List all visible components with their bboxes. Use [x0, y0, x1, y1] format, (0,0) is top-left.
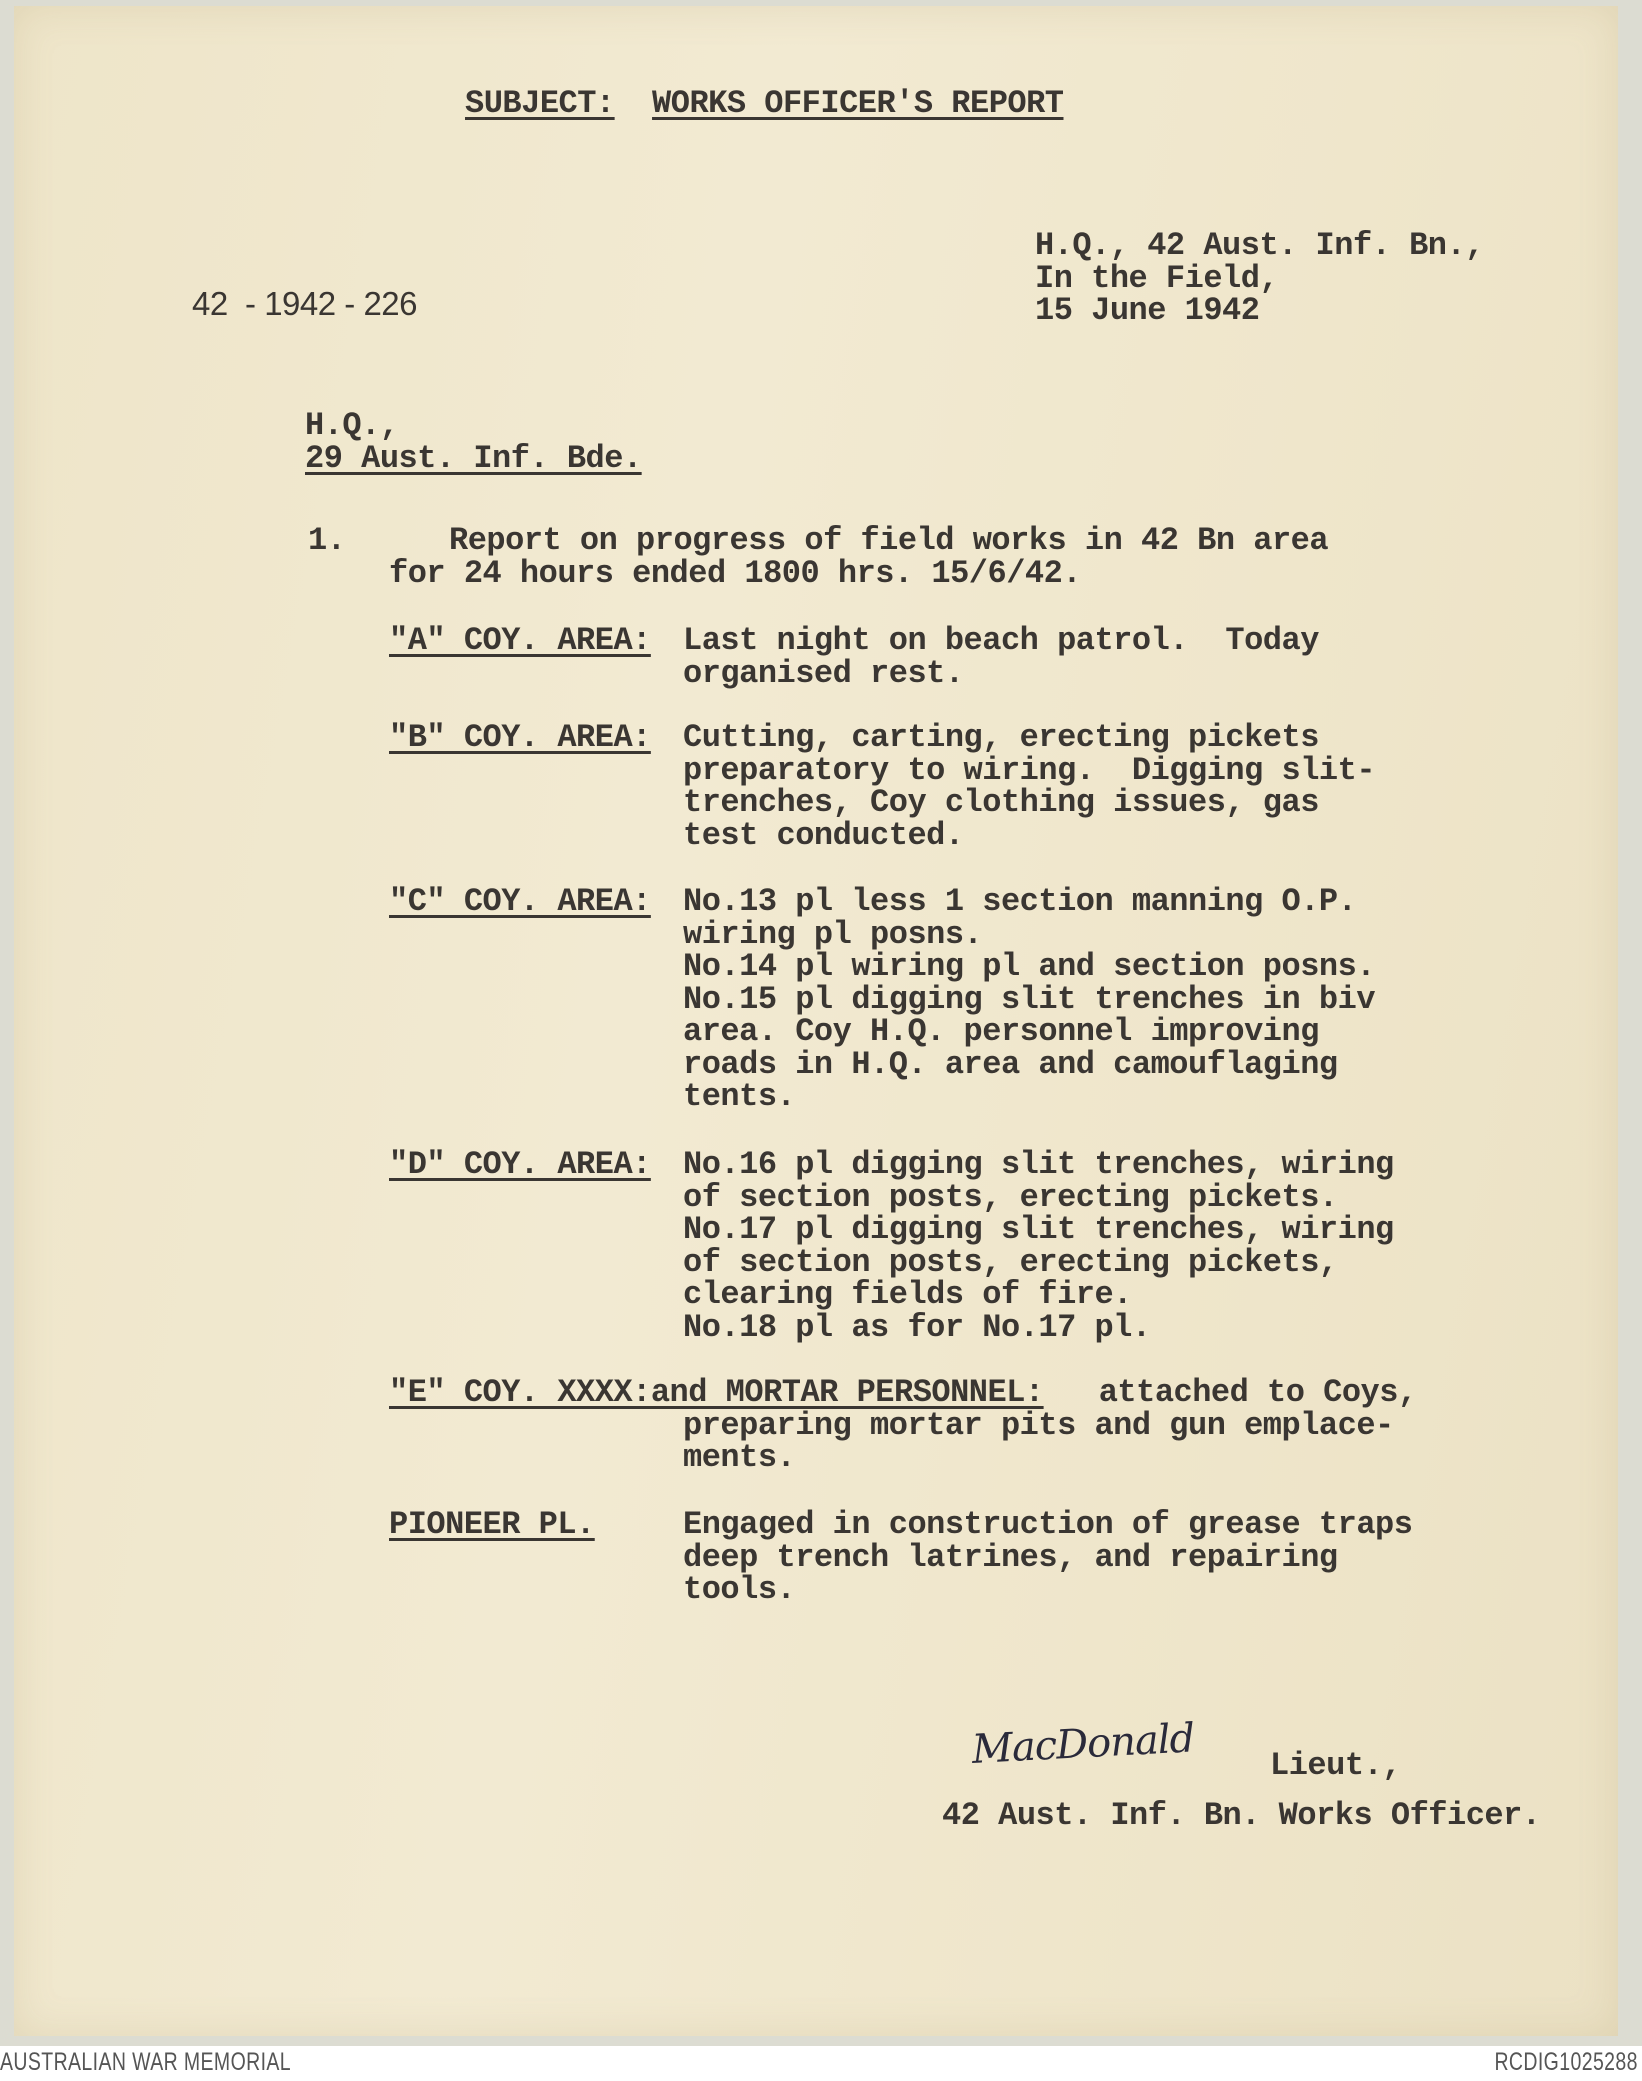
area-description-line: No.15 pl digging slit trenches in biv — [683, 980, 1376, 1018]
subject-line — [465, 85, 1064, 122]
area-description-line: Engaged in construction of grease traps — [683, 1506, 1413, 1543]
paragraph-line: Report on progress of field works in 42 Bn area — [449, 522, 1329, 559]
sender-address-line: H.Q., 42 Aust. Inf. Bn., — [1035, 227, 1484, 264]
reference-number: 42 - 1942 - 226 — [192, 285, 417, 322]
area-description-line: preparatory to wiring. Digging slit- — [683, 751, 1376, 789]
area-description-line: Last night on beach patrol. Today — [683, 622, 1319, 659]
area-description-line: trenches, Coy clothing issues, gas — [683, 784, 1319, 821]
subject-title: WORKS OFFICER'S REPORT — [652, 85, 1064, 122]
signature-rank: Lieut., — [1270, 1747, 1401, 1784]
area-description-line: wiring pl posns. — [683, 915, 983, 953]
area-description-line: of section posts, erecting pickets, — [683, 1243, 1338, 1281]
area-label: "B" COY. AREA: — [389, 719, 651, 756]
area-description-line: area. Coy H.Q. personnel improving — [683, 1013, 1319, 1050]
area-description-line: tools. — [683, 1571, 796, 1608]
area-description-line: test conducted. — [683, 816, 964, 854]
area-description-line: Cutting, carting, erecting pickets — [683, 719, 1319, 756]
paragraph-line: for 24 hours ended 1800 hrs. 15/6/42. — [389, 555, 1082, 592]
area-label: "A" COY. AREA: — [389, 622, 651, 659]
area-label: "E" COY. XXXX:and MORTAR PERSONNEL: — [389, 1374, 1044, 1411]
footer-archive-name: AUSTRALIAN WAR MEMORIAL — [0, 2048, 292, 2076]
area-description-line: No.18 pl as for No.17 pl. — [683, 1308, 1151, 1346]
area-description-line: attached to Coys, — [1080, 1374, 1417, 1411]
area-label: "D" COY. AREA: — [389, 1146, 651, 1183]
area-description-line: No.17 pl digging slit trenches, wiring — [683, 1211, 1394, 1248]
recipient-address — [305, 407, 642, 477]
area-description-line: of section posts, erecting pickets. — [683, 1178, 1338, 1216]
area-description-line: No.16 pl digging slit trenches, wiring — [683, 1146, 1394, 1183]
area-label: "C" COY. AREA: — [389, 883, 651, 920]
area-description-line: organised rest. — [683, 654, 964, 692]
sender-address-line: In the Field, — [1035, 259, 1279, 297]
area-description-line: roads in H.Q. area and camouflaging — [683, 1045, 1338, 1083]
area-description-line: No.14 pl wiring pl and section posns. — [683, 948, 1376, 985]
recipient-line: 29 Aust. Inf. Bde. — [305, 439, 642, 477]
area-description-line: clearing fields of fire. — [683, 1276, 1132, 1313]
area-description-line: No.13 pl less 1 section manning O.P. — [683, 883, 1357, 920]
area-description-line: tents. — [683, 1078, 796, 1115]
sender-address — [1035, 227, 1484, 329]
footer-record-id: RCDIG1025288 — [1494, 2048, 1638, 2076]
area-description-line: preparing mortar pits and gun emplace- — [683, 1406, 1394, 1444]
signature-title: 42 Aust. Inf. Bn. Works Officer. — [942, 1797, 1541, 1834]
area-description-line: ments. — [683, 1439, 796, 1476]
sender-address-line: 15 June 1942 — [1035, 292, 1260, 329]
handwritten-signature: MacDonald — [970, 1715, 1196, 1773]
paragraph-number: 1. — [308, 522, 346, 559]
area-description-line: deep trench latrines, and repairing — [683, 1538, 1338, 1576]
area-label: PIONEER PL. — [389, 1506, 595, 1543]
recipient-line: H.Q., — [305, 407, 399, 444]
subject-label: SUBJECT: — [465, 85, 615, 122]
